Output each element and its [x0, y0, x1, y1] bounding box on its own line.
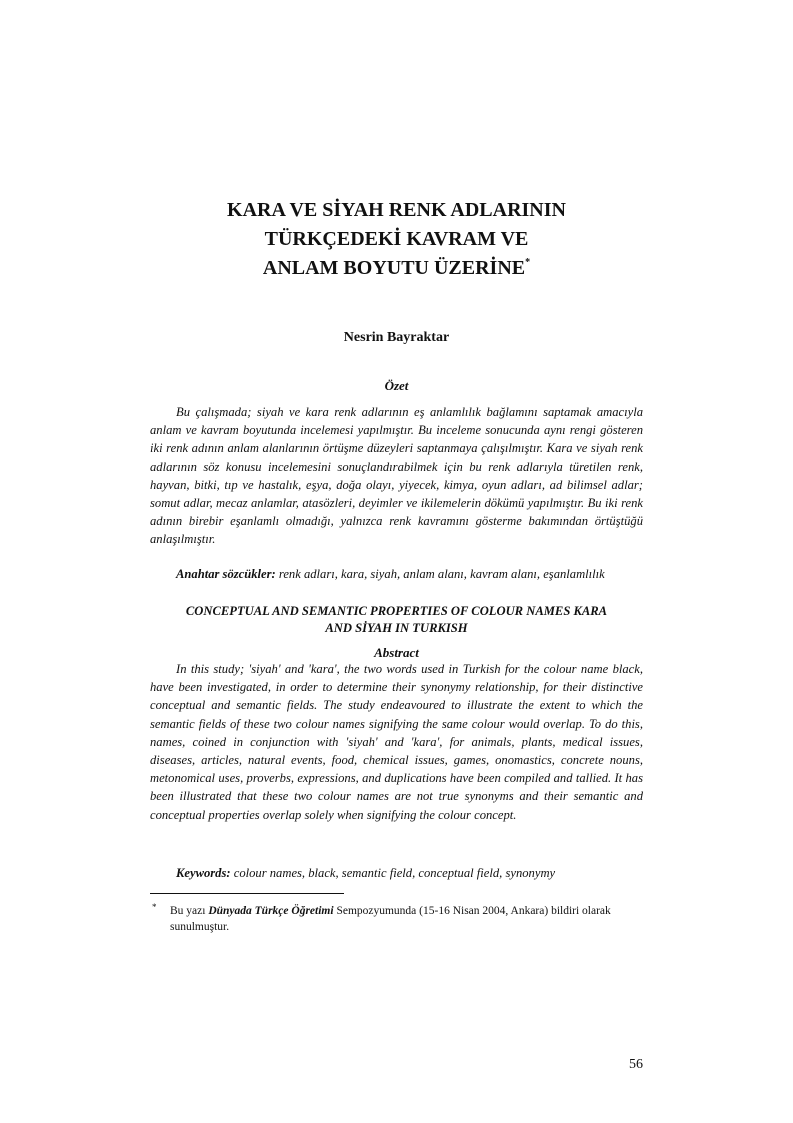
paper-title — [150, 196, 643, 283]
page-number: 56 — [629, 1057, 643, 1072]
footnote-emphasis: Dünyada Türkçe Öğretimi — [208, 905, 334, 917]
title-line-2: TÜRKÇEDEKİ KAVRAM VE — [264, 228, 529, 250]
title-line-1: KARA VE SİYAH RENK ADLARININ — [227, 199, 566, 221]
footnote — [150, 903, 643, 935]
footnote-mark: * — [152, 902, 157, 912]
title-line-3 — [150, 254, 643, 283]
footnote-text — [150, 903, 643, 935]
abstract-heading: Abstract — [374, 645, 419, 660]
anahtar-sozcukler-list: renk adları, kara, siyah, anlam alanı, kavram alanı, eşanlamlılık — [275, 567, 605, 581]
title-line-3-text: ANLAM BOYUTU ÜZERİNE — [262, 257, 526, 279]
keywords — [150, 864, 643, 882]
author-name: Nesrin Bayraktar — [343, 330, 450, 345]
ozet-paragraph: Bu çalışmada; siyah ve kara renk adlarının eş anlamlılık bağlamını saptamak amacıyla anlam ve kavram boyutunda incelemesi yapılmıştır. Bu inceleme sonucunda aynı rengi gösteren iki renk adının anlam alanlarının örtüşme düzeyleri saptanmaya çalışılmıştır. Kara ve siyah renk adlarının söz konusu incelemesini sonuçlandırabilmek için bu renk adlarıyla türetilen renk, hayvan, bitki, tıp ve hastalık, eşya, doğa olayı, yiyecek, kimya, oyun adları, ad bilimsel adlar; somut adlar, mecaz anlamlar, atasözleri, deyimler ve ikilemelerin dökümü yapılmıştır. Bu iki renk adının birebir eşanlamlı olmadığı, yalnızca renk kavramını gösterme bakımından örtüştüğü anlaşılmıştır. — [150, 405, 643, 547]
english-title-line-2: AND SİYAH IN TURKISH — [325, 621, 468, 635]
keywords-list: colour names, black, semantic field, conceptual field, synonymy — [230, 866, 556, 880]
english-title-line-1: CONCEPTUAL AND SEMANTIC PROPERTIES OF COLOUR NAMES KARA — [185, 604, 608, 618]
footnote-separator — [150, 893, 344, 894]
footnote-text-after: Sempozyumunda (15-16 Nisan 2004, Ankara) bildiri olarak sunulmuştur. — [170, 905, 611, 933]
anahtar-sozcukler — [150, 565, 643, 583]
title-footnote-mark[interactable]: * — [525, 257, 531, 268]
footnote-text-before: Bu yazı — [170, 905, 209, 917]
anahtar-sozcukler-label: Anahtar sözcükler: — [176, 567, 276, 581]
abstract-paragraph: In this study; 'siyah' and 'kara', the two words used in Turkish for the colour name black, have been investigated, in order to determine their synonymy relationship, for their distinctive conceptual and semantic fields. The study endeavoured to illustrate the extent to which the semantic fields of these two colour names signifying the same colour would overlap. To do this, names, coined in conjunction with 'siyah' and 'kara', for animals, plants, medical issues, diseases, articles, natural events, food, chemical issues, games, onomastics, concrete nouns, metonomical uses, proverbs, expressions, and duplications have been compiled and tallied. It has been illustrated that these two colour names are not true synonyms and their semantic and conceptual properties overlap solely when signifying the colour concept. — [150, 662, 643, 822]
english-title — [150, 603, 643, 637]
keywords-label: Keywords: — [176, 866, 231, 880]
ozet-heading: Özet — [384, 378, 409, 393]
